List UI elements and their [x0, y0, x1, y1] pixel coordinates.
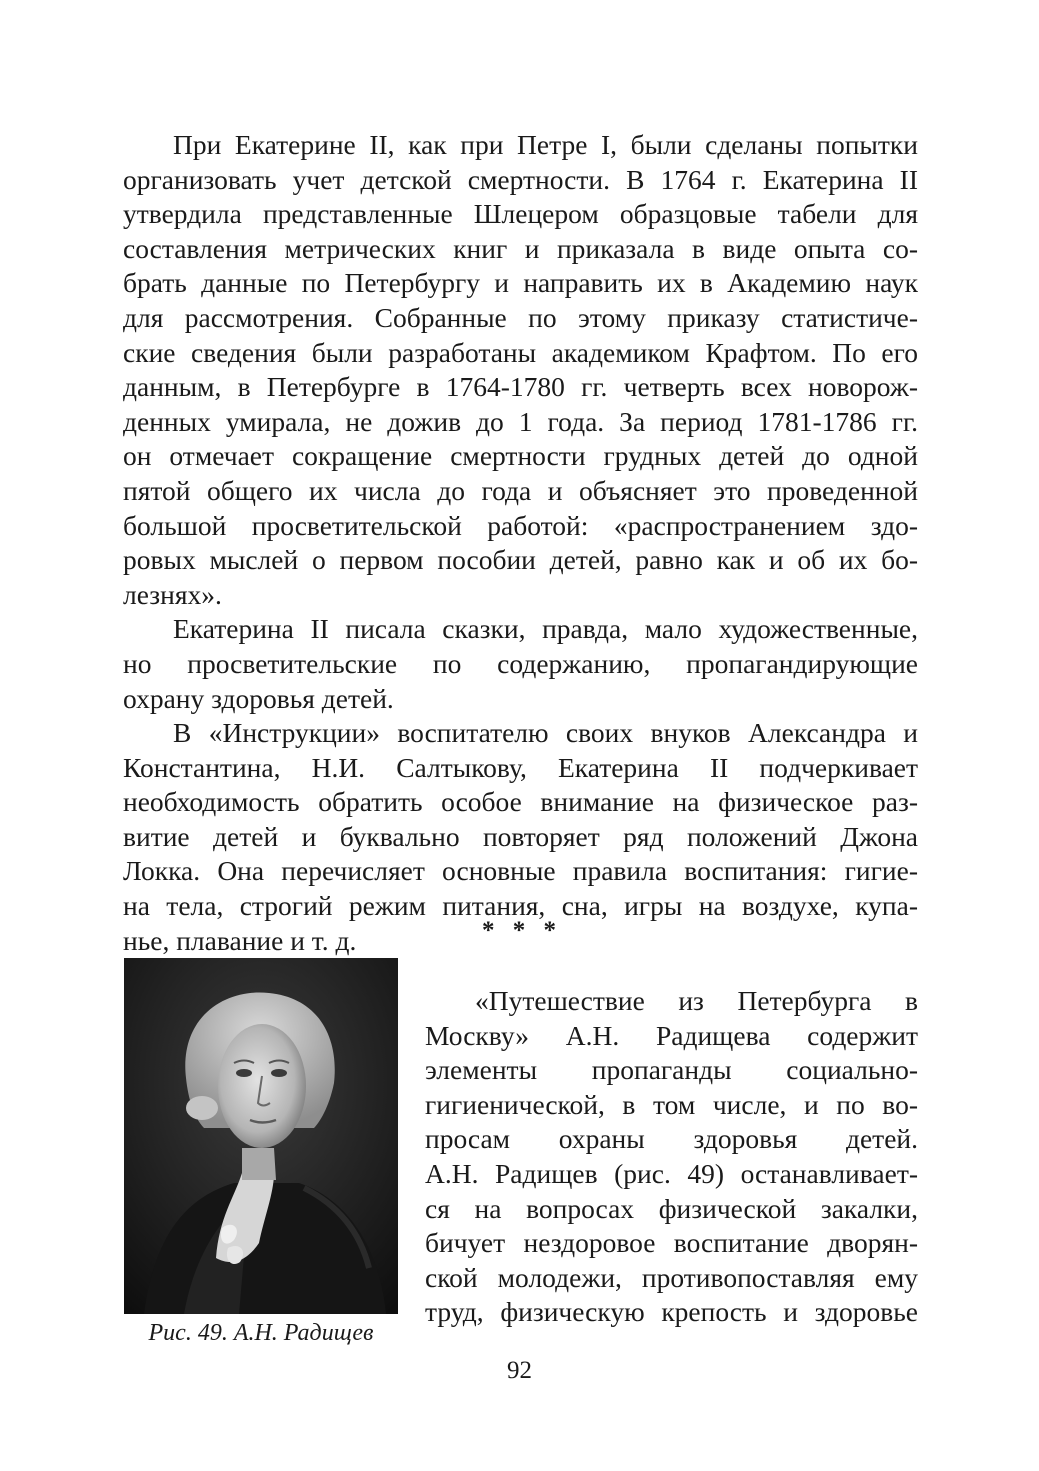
text-line: лезнях».	[123, 578, 222, 610]
text-line: но просветительские по содержанию, пропагандирующие	[123, 647, 918, 679]
text-line: необходимость обратить особое внимание на физическое раз-	[123, 786, 918, 818]
text-line: элементы пропаганды социально-	[425, 1054, 918, 1086]
text-line: пятой общего их числа до года и объясняет это проведенной	[123, 474, 918, 506]
side-text	[425, 984, 918, 1330]
section-separator: * * *	[482, 917, 562, 944]
text-line: Локка. Она перечисляет основные правила воспитания: гигие-	[123, 855, 918, 887]
page-number: 92	[507, 1357, 532, 1384]
text-line: организовать учет детской смертности. В 1764 г. Екатерина II	[123, 163, 918, 195]
text-line: витие детей и буквально повторяет ряд положений Джона	[123, 820, 918, 852]
text-line: Константина, Н.И. Салтыкову, Екатерина II подчеркивает	[123, 751, 918, 783]
text-line: «Путешествие из Петербурга в	[475, 985, 918, 1016]
main-text	[123, 128, 918, 958]
text-line: А.Н. Радищев (рис. 49) останавливает-	[425, 1157, 918, 1189]
text-line: ся на вопросах физической закалки,	[425, 1192, 918, 1224]
text-line: охрану здоровья детей.	[123, 682, 394, 714]
text-line: для рассмотрения. Собранные по этому приказу статистиче-	[123, 301, 918, 333]
portrait-image	[124, 958, 398, 1314]
paragraph-1	[123, 128, 918, 612]
text-line: большой просветительской работой: «распространением здо-	[123, 509, 918, 541]
text-line: он отмечает сокращение смертности грудных детей до одной	[123, 440, 918, 472]
text-line: утвердила представленные Шлецером образцовые табели для	[123, 198, 918, 230]
text-line: труд, физическую крепость и здоровье	[425, 1296, 918, 1328]
text-line: денных умирала, не дожив до 1 года. За период 1781-1786 гг.	[123, 405, 918, 437]
text-line: ской молодежи, противопоставляя ему	[425, 1261, 918, 1293]
text-line: ровых мыслей о первом пособии детей, равно как и об их бо-	[123, 544, 918, 576]
text-line: данным, в Петербурге в 1764-1780 гг. четверть всех новорож-	[123, 371, 918, 403]
text-line: В «Инструкции» воспитателю своих внуков Александра и	[173, 717, 918, 749]
text-line: Москву» А.Н. Радищева содержит	[425, 1019, 918, 1051]
portrait-drawing	[124, 958, 398, 1314]
text-line: нье, плавание и т. д.	[123, 924, 357, 956]
text-line: Екатерина II писала сказки, правда, мало художественные,	[173, 613, 918, 645]
text-line: составления метрических книг и приказала в виде опыта со-	[123, 232, 918, 264]
text-line: просам охраны здоровья детей.	[425, 1123, 918, 1155]
figure-caption: Рис. 49. А.Н. Радищев	[148, 1320, 374, 1346]
paragraph-2	[123, 612, 918, 716]
text-line: брать данные по Петербургу и направить их в Академию наук	[123, 267, 918, 299]
text-line: При Екатерине II, как при Петре I, были сделаны попытки	[173, 129, 918, 160]
text-line: бичует нездоровое воспитание дворян-	[425, 1227, 918, 1259]
text-line: на тела, строгий режим питания, сна, игры на воздухе, купа-	[123, 890, 918, 922]
text-line: ские сведения были разработаны академиком Крафтом. По его	[123, 336, 918, 368]
text-line: гигиенической, в том числе, и по во-	[425, 1088, 918, 1120]
